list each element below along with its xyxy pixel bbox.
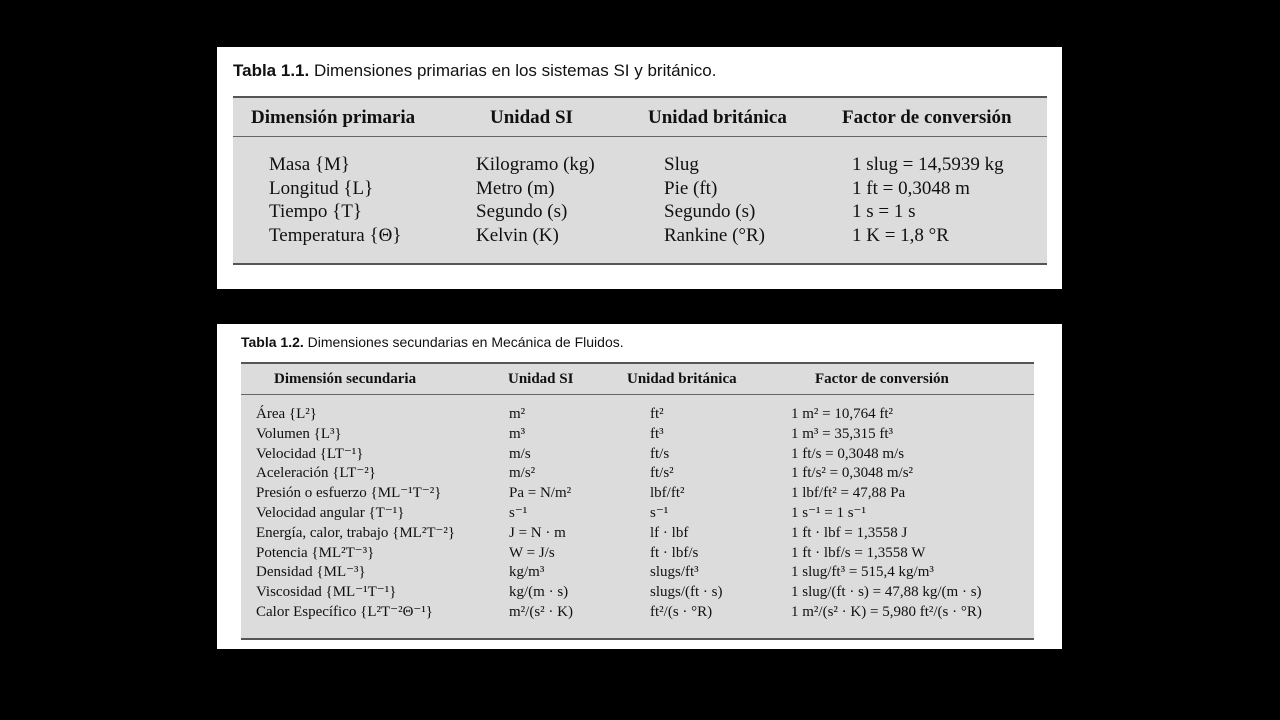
cell-dimension: Temperatura {Θ} — [269, 224, 402, 246]
cell-si-unit: s⁻¹ — [509, 504, 528, 521]
cell-si-unit: W = J/s — [509, 544, 555, 561]
cell-si-unit: Metro (m) — [476, 177, 555, 199]
cell-dimension: Presión o esfuerzo {ML⁻¹T⁻²} — [256, 485, 442, 502]
cell-si-unit: m/s² — [509, 465, 536, 482]
cell-dimension: Energía, calor, trabajo {ML²T⁻²} — [256, 524, 456, 541]
table-row — [233, 153, 1047, 177]
cell-conversion-factor: 1 ft · lbf/s = 1,3558 W — [791, 544, 926, 561]
table-header-row — [241, 364, 1034, 395]
cell-british-unit: slugs/ft³ — [650, 564, 699, 581]
cell-british-unit: ft³ — [650, 425, 664, 442]
cell-conversion-factor: 1 m²/(s² · K) = 5,980 ft²/(s · °R) — [791, 603, 982, 620]
cell-conversion-factor: 1 ft · lbf = 1,3558 J — [791, 524, 908, 541]
cell-british-unit: ft/s² — [650, 465, 674, 482]
cell-british-unit: ft/s — [650, 445, 670, 462]
table-1-caption-text: Dimensiones primarias en los sistemas SI y británico. — [313, 61, 717, 80]
cell-dimension: Volumen {L³} — [256, 425, 342, 442]
cell-british-unit: lf · lbf — [650, 524, 689, 541]
cell-dimension: Aceleración {LT⁻²} — [256, 465, 376, 482]
column-header-conversion-factor: Factor de conversión — [815, 371, 949, 387]
cell-dimension: Área {L²} — [256, 406, 317, 422]
cell-dimension: Viscosidad {ML⁻¹T⁻¹} — [256, 584, 397, 601]
primary-dimensions-table — [233, 96, 1047, 265]
cell-british-unit: Pie (ft) — [664, 177, 718, 199]
cell-conversion-factor: 1 s = 1 s — [852, 201, 916, 222]
cell-si-unit: Segundo (s) — [476, 201, 568, 222]
table-header-row — [233, 98, 1047, 137]
cell-conversion-factor: 1 ft = 0,3048 m — [852, 177, 970, 199]
cell-conversion-factor: 1 m³ = 35,315 ft³ — [791, 425, 894, 442]
cell-si-unit: m³ — [509, 425, 526, 442]
cell-conversion-factor: 1 ft/s = 0,3048 m/s — [791, 445, 905, 462]
cell-conversion-factor: 1 slug = 14,5939 kg — [852, 154, 1004, 175]
table-row — [233, 224, 1047, 248]
table-row — [241, 603, 1034, 623]
cell-conversion-factor: 1 slug/(ft · s) = 47,88 kg/(m · s) — [791, 584, 982, 601]
table-row — [241, 484, 1034, 504]
table-1-caption — [233, 61, 716, 81]
column-header-si-unit: Unidad SI — [490, 107, 573, 128]
cell-si-unit: m/s — [509, 445, 531, 462]
table-row — [241, 544, 1034, 564]
table-row — [241, 425, 1034, 445]
cell-dimension: Tiempo {T} — [269, 201, 363, 222]
cell-british-unit: ft²/(s · °R) — [650, 603, 713, 620]
cell-si-unit: kg/m³ — [509, 564, 545, 581]
table-body — [233, 153, 1047, 247]
table-2-caption-number: Tabla 1.2. — [241, 334, 304, 350]
column-header-conversion-factor: Factor de conversión — [842, 107, 1012, 128]
cell-conversion-factor: 1 m² = 10,764 ft² — [791, 406, 894, 422]
table-2-caption — [241, 334, 624, 350]
table-1-caption-number: Tabla 1.1. — [233, 61, 310, 80]
cell-dimension: Potencia {ML²T⁻³} — [256, 544, 375, 561]
table-row — [241, 583, 1034, 603]
table-2-caption-text: Dimensiones secundarias en Mecánica de Fluidos. — [307, 334, 624, 350]
cell-conversion-factor: 1 lbf/ft² = 47,88 Pa — [791, 485, 906, 502]
cell-si-unit: Kelvin (K) — [476, 224, 559, 246]
column-header-dimension: Dimensión secundaria — [274, 371, 417, 387]
cell-conversion-factor: 1 K = 1,8 °R — [852, 224, 949, 246]
table-row — [241, 464, 1034, 484]
column-header-british-unit: Unidad británica — [627, 371, 737, 387]
cell-dimension: Calor Específico {L²T⁻²Θ⁻¹} — [256, 603, 434, 620]
cell-british-unit: s⁻¹ — [650, 504, 669, 521]
table-row — [241, 405, 1034, 425]
cell-british-unit: Rankine (°R) — [664, 224, 765, 246]
cell-british-unit: Segundo (s) — [664, 201, 756, 222]
table-row — [233, 200, 1047, 224]
table-row — [233, 177, 1047, 201]
cell-si-unit: kg/(m · s) — [509, 584, 569, 601]
cell-si-unit: Kilogramo (kg) — [476, 154, 595, 175]
cell-conversion-factor: 1 s⁻¹ = 1 s⁻¹ — [791, 504, 866, 521]
column-header-british-unit: Unidad británica — [648, 107, 787, 128]
cell-british-unit: Slug — [664, 154, 699, 175]
table-2-panel — [217, 324, 1062, 649]
cell-dimension: Masa {M} — [269, 154, 351, 175]
cell-british-unit: ft · lbf/s — [650, 544, 699, 561]
table-row — [241, 504, 1034, 524]
cell-dimension: Velocidad {LT⁻¹} — [256, 445, 364, 462]
table-row — [241, 563, 1034, 583]
cell-conversion-factor: 1 slug/ft³ = 515,4 kg/m³ — [791, 564, 934, 581]
cell-si-unit: Pa = N/m² — [509, 485, 572, 502]
cell-si-unit: J = N · m — [509, 524, 566, 541]
cell-dimension: Velocidad angular {T⁻¹} — [256, 504, 405, 521]
cell-british-unit: slugs/(ft · s) — [650, 584, 723, 601]
table-row — [241, 445, 1034, 465]
cell-dimension: Longitud {L} — [269, 177, 374, 199]
table-row — [241, 524, 1034, 544]
column-header-dimension: Dimensión primaria — [251, 107, 416, 128]
cell-dimension: Densidad {ML⁻³} — [256, 564, 366, 581]
column-header-si-unit: Unidad SI — [508, 371, 574, 387]
cell-conversion-factor: 1 ft/s² = 0,3048 m/s² — [791, 465, 914, 482]
table-1-panel — [217, 47, 1062, 289]
cell-british-unit: lbf/ft² — [650, 485, 685, 502]
secondary-dimensions-table — [241, 362, 1034, 640]
cell-si-unit: m²/(s² · K) — [509, 603, 573, 620]
table-body — [241, 405, 1034, 623]
cell-si-unit: m² — [509, 406, 526, 422]
cell-british-unit: ft² — [650, 406, 664, 422]
